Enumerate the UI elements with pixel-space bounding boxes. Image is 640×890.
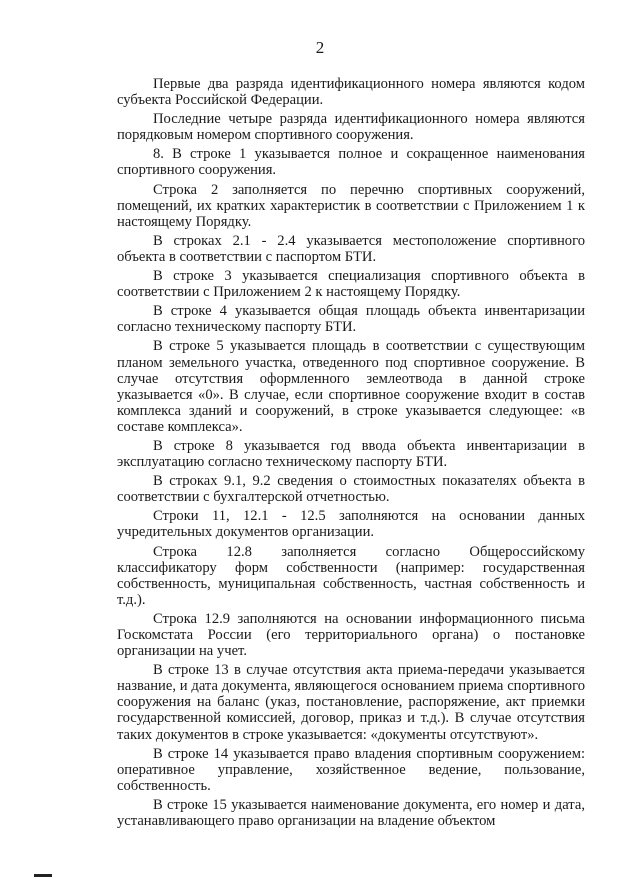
document-body bbox=[117, 76, 585, 832]
paragraph: Первые два разряда идентификационного номера являются кодом субъекта Российской Федерации. bbox=[117, 76, 585, 109]
paragraph: В строке 8 указывается год ввода объекта инвентаризации в эксплуатацию согласно техническому паспорту БТИ. bbox=[117, 437, 585, 471]
paragraph: Строка 2 заполняется по перечню спортивных сооружений, помещений, их кратких характеристик в соответствии с Приложением 1 к настоящему Порядку. bbox=[117, 181, 585, 230]
scan-mark bbox=[34, 874, 52, 877]
paragraph: В строке 5 указывается площадь в соответствии с существующим планом земельного участка, отведенного под спортивное сооружение. В случае отсутствия оформленного землеотвода в данной строке указывается «0». В случае, если спортивное сооружение входит в состав комплекса зданий и сооружений, в строке указывается следующее: «в составе комплекса». bbox=[117, 338, 585, 435]
paragraph: В строке 13 в случае отсутствия акта приема-передачи указывается название, и дата документа, являющегося основанием приема спортивного сооружения на баланс (указ, постановление, распоряжение, акт приемки государственной комиссией, договор, приказ и т.д.). В случае отсутствия таких документов в строке указывается: «документы отсутствуют». bbox=[117, 662, 585, 743]
paragraph: В строках 9.1, 9.2 сведения о стоимостных показателях объекта в соответствии с бухгалтерской отчетностью. bbox=[117, 473, 585, 506]
paragraph: В строке 15 указывается наименование документа, его номер и дата, устанавливающего право организации на владение объектом bbox=[117, 796, 585, 830]
paragraph: В строке 3 указывается специализация спортивного объекта в соответствии с Приложением 2 к настоящему Порядку. bbox=[117, 268, 585, 301]
paragraph: В строках 2.1 - 2.4 указывается местоположение спортивного объекта в соответствии с паспортом БТИ. bbox=[117, 232, 585, 265]
paragraph: Строки 11, 12.1 - 12.5 заполняются на основании данных учредительных документов организации. bbox=[117, 508, 585, 541]
page-number: 2 bbox=[315, 38, 325, 57]
paragraph: Строка 12.9 заполняются на основании информационного письма Госкомстата России (его территориального органа) о постановке организации на учет. bbox=[117, 610, 585, 660]
paragraph: В строке 4 указывается общая площадь объекта инвентаризации согласно техническому паспорту БТИ. bbox=[117, 303, 585, 336]
paragraph: Строка 12.8 заполняется согласно Общероссийскому классификатору форм собственности (например: государственная собственность, муниципальная собственность, частная собственность и т.д.). bbox=[117, 543, 585, 608]
paragraph: В строке 14 указывается право владения спортивным сооружением: оперативное управление, хозяйственное ведение, пользование, собственность. bbox=[117, 745, 585, 794]
paragraph: 8. В строке 1 указывается полное и сокращенное наименования спортивного сооружения. bbox=[117, 146, 585, 179]
paragraph: Последние четыре разряда идентификационного номера являются порядковым номером спортивного сооружения. bbox=[117, 111, 585, 144]
